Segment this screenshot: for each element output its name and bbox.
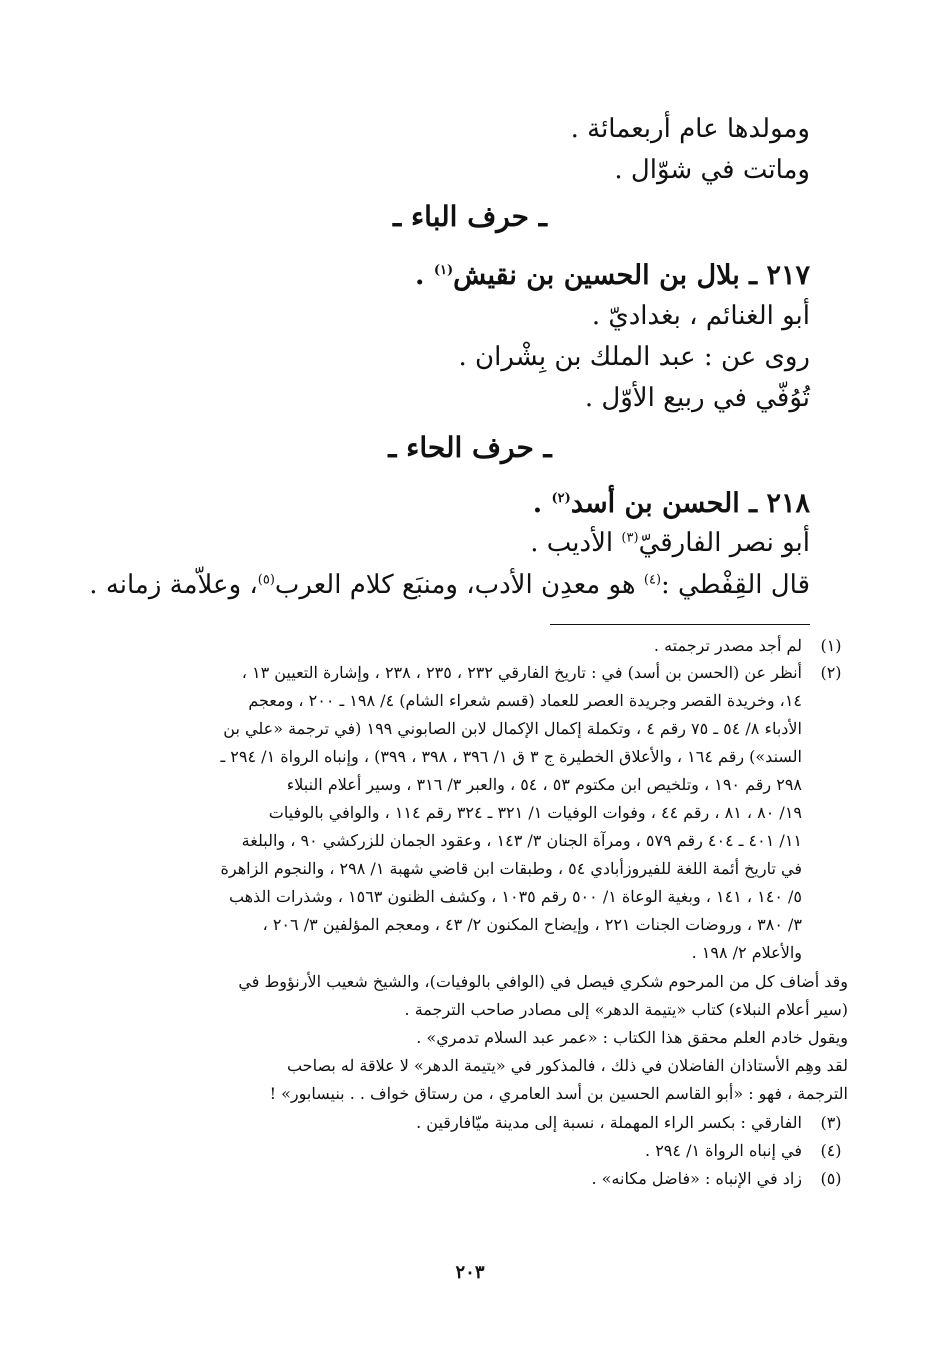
footnote-continuation: (سير أعلام النبلاء) كتاب «يتيمة الدهر» إلى مصادر صاحب الترجمة . [404, 1000, 848, 1019]
text-span: هو معدِن الأدب، ومنبَع كلام العرب [274, 570, 644, 600]
entry-title-end: . [415, 260, 434, 291]
footnote-text: ٥/ ١٤٠ ، ١٤١ ، وبغية الوعاة ١/ ٥٠٠ رقم ١٠٣٥ ، وكشف الظنون ١٥٦٣ ، وشذرات الذهب [228, 887, 802, 906]
footnote-ref: (٢) [551, 491, 571, 506]
footnote-continuation: الترجمة ، فهو : «أبو القاسم الحسين بن أسد العامري ، من رستاق خواف . . بنيسابور» ! [269, 1084, 848, 1103]
footnote-text: السند») رقم ١٦٤ ، والأعلاق الخطيرة ج ٣ ق ١/ ٣٩٦ ، ٣٩٨ ، ٣٩٩) ، وإنباه الرواة ١/ ٢٩٤ ـ [220, 747, 802, 766]
section-heading-ha: ـ حرف الحاء ـ [388, 431, 552, 464]
text-line: ومولدها عام أربعمائة . [570, 114, 810, 144]
footnotes [130, 0, 848, 1230]
entry-title-text: ٢١٧ ـ بلال بن الحسين بن نقيش [453, 260, 810, 291]
footnote-text: ١٩/ ٨٠ ، ٨١ ، رقم ٤٤ ، وفوات الوفيات ١/ ٣٢١ ـ ٣٢٤ رقم ١١٤ ، والوافي بالوفيات [268, 803, 802, 822]
footnote-text: في تاريخ أئمة اللغة للفيروزأبادي ٥٤ ، وطبقات ابن قاضي شهبة ١/ ٢٩٨ ، والنجوم الزاهرة [220, 859, 802, 878]
footnote-number: (٣) [820, 1113, 842, 1132]
footnote-ref: (٤) [643, 572, 662, 588]
text-span: قال القِفْطي : [661, 570, 810, 600]
footnote-text: في إنباه الرواة ١/ ٢٩٤ . [645, 1141, 802, 1160]
footnote-continuation: وقد أضاف كل من المرحوم شكري فيصل في (الوافي بالوفيات)، والشيخ شعيب الأرنؤوط في [238, 972, 848, 991]
footnote-text: أنظر عن (الحسن بن أسد) في : تاريخ الفارقي ٢٣٢ ، ٢٣٥ ، ٢٣٨ ، وإشارة التعيين ١٣ ، [241, 663, 802, 682]
text-span: ، وعلاّمة زمانه . [89, 570, 258, 600]
text-line: وماتت في شوّال . [614, 155, 810, 185]
footnote-text: ٢٩٨ رقم ١٩٠ ، وتلخيص ابن مكتوم ٥٣ ، ٥٤ ، والعبر ٣/ ٣١٦ ، وسير أعلام النبلاء [286, 775, 802, 794]
footnote-continuation: لقد وهِم الأستاذان الفاضلان في ذلك ، فالمذكور في «يتيمة الدهر» لا علاقة له بصاحب [286, 1056, 848, 1075]
footnote-text: لم أجد مصدر ترجمته . [653, 636, 802, 655]
footnote-number: (١) [820, 636, 842, 655]
section-heading-ba: ـ حرف الباء ـ [393, 200, 547, 233]
footnote-continuation: ويقول خادم العلم محقق هذا الكتاب : «عمر عبد السلام تدمري» . [416, 1028, 848, 1047]
entry-title-end: . [532, 488, 552, 519]
footnote-number: (٤) [820, 1141, 842, 1160]
footnote-text: زاد في الإنباه : «فاضل مكانه» . [591, 1169, 802, 1188]
page-number: ٢٠٣ [455, 1262, 485, 1283]
footnote-ref: (٣) [621, 530, 639, 546]
footnote-ref: (٥) [257, 572, 275, 588]
entry-title-text: ٢١٨ ـ الحسن بن أسد [570, 488, 810, 519]
text-line: تُوُفّي في ربيع الأوّل . [584, 383, 810, 413]
footnote-text: والأعلام ٢/ ١٩٨ . [691, 943, 802, 962]
footnote-ref: (١) [433, 263, 454, 278]
footnote-text: الأدباء ٨/ ٥٤ ـ ٧٥ رقم ٤ ، وتكملة إكمال الإكمال لابن الصابوني ١٩٩ (في ترجمة «علي بن [223, 719, 802, 738]
footnote-number: (٢) [820, 663, 842, 682]
footnote-number: (٥) [820, 1169, 842, 1188]
text-span: أبو نصر الفارقيّ [638, 528, 810, 558]
text-line: أبو الغنائم ، بغداديّ . [591, 301, 810, 331]
footnote-text: ١١/ ٤٠١ ـ ٤٠٤ رقم ٥٧٩ ، ومرآة الجنان ٣/ ١٤٣ ، وعقود الجمان للزركشي ٩٠ ، والبلغة [241, 831, 802, 850]
footnote-text: ٣/ ٣٨٠ ، وروضات الجنات ٢٢١ ، وإيضاح المكنون ٢/ ٤٣ ، ومعجم المؤلفين ٣/ ٢٠٦ ، [262, 915, 802, 934]
footnote-text: الفارقي : بكسر الراء المهملة ، نسبة إلى مدينة ميّافارقين . [416, 1113, 802, 1132]
footnote-text: ١٤، وخريدة القصر وجريدة العصر للعماد (قسم شعراء الشام) ٤/ ١٩٨ ـ ٢٠٠ ، ومعجم [248, 691, 802, 710]
text-span: الأديب . [530, 528, 622, 558]
text-line: روى عن : عبد الملك بن بِشْران . [458, 342, 810, 372]
